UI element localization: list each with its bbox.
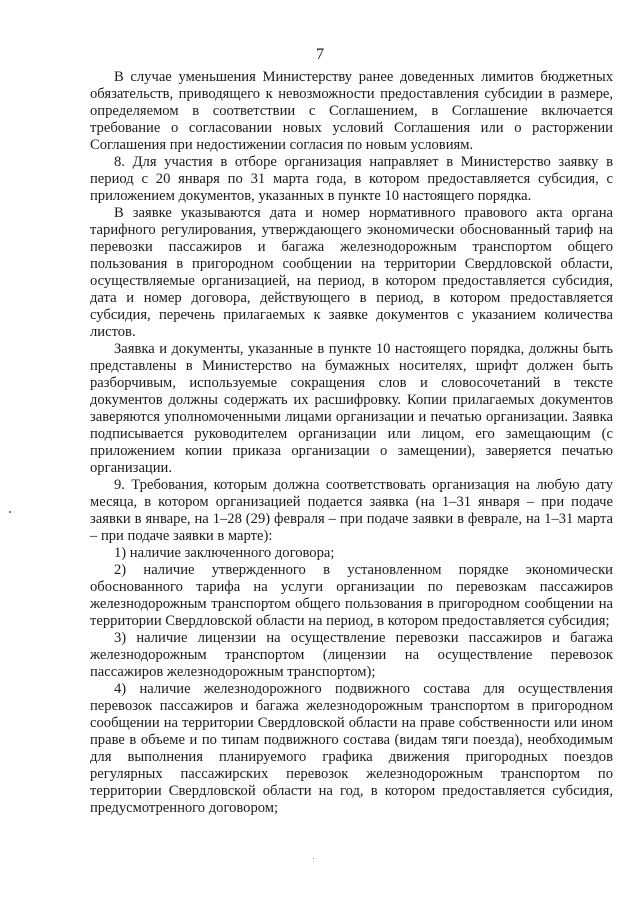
requirement-3: 3) наличие лицензии на осуществление перевозки пассажиров и багажа железнодорожным транспортом (лицензии на осуществление перевозок пассажиров железнодорожным транспортом); — [90, 630, 613, 680]
requirement-2: 2) наличие утвержденного в установленном порядке экономически обоснованного тарифа на услуги организации по перевозкам пассажиров железнодорожным транспортом общего пользования в пригородном сообщении на территории Свердловской области на период, в котором предоставляется субсидия; — [90, 562, 613, 629]
paragraph-budget-limits: В случае уменьшения Министерству ранее доведенных лимитов бюджетных обязательств, приводящего к невозможности предоставления субсидии в размере, определяемом в соответствии с Соглашением, в Соглашение включается требование о согласовании новых условий Соглашения или о расторжении Соглашения при недостижении согласия по новым условиям. — [90, 69, 613, 153]
page-number: 7 — [316, 46, 324, 63]
requirement-1: 1) наличие заключенного договора; — [114, 545, 335, 561]
paragraph-application-contents: В заявке указываются дата и номер нормативного правового акта органа тарифного регулирования, утверждающего экономически обоснованный тариф на перевозки пассажиров и багажа железнодорожным транспортом общего пользования в пригородном сообщении на территории Свердловской области, осуществляемые организацией, на период, в котором предоставляется субсидия, дата и номер договора, действующего в период, в котором предоставляется субсидия, перечень прилагаемых к заявке документов с указанием количества листов. — [90, 205, 613, 340]
scan-speck — [9, 511, 11, 513]
requirement-4: 4) наличие железнодорожного подвижного состава для осуществления перевозок пассажиров и багажа железнодорожным транспортом в пригородном сообщении на территории Свердловской области на праве собственности или ином праве в объеме и по типам подвижного состава (видам тяги поезда), необходимым для выполнения планируемого графика движения пригородных поездов регулярных пассажирских перевозок железнодорожным транспортом по территории Свердловской области на год, в котором предоставляется субсидия, предусмотренного договором; — [90, 681, 613, 816]
paragraph-8-application-period: 8. Для участия в отборе организация направляет в Министерство заявку в период с 20 января по 31 марта года, в котором предоставляется субсидия, с приложением документов, указанных в пункте 10 настоящего порядка. — [90, 154, 613, 204]
document-body — [90, 69, 613, 817]
scan-speck — [313, 858, 314, 859]
paragraph-9-requirements: 9. Требования, которым должна соответствовать организация на любую дату месяца, в котором организацией подается заявка (на 1–31 января – при подаче заявки в январе, на 1–28 (29) февраля – при подаче заявки в феврале, на 1–31 марта – при подаче заявки в марте): — [90, 477, 613, 544]
paragraph-application-documents: Заявка и документы, указанные в пункте 10 настоящего порядка, должны быть представлены в Министерство на бумажных носителях, шрифт должен быть разборчивым, используемые сокращения слов и словосочетаний в тексте документов должны содержать их расшифровку. Копии прилагаемых документов заверяются уполномоченными лицами организации и печатью организации. Заявка подписывается руководителем организации или лицом, его замещающим (с приложением копии приказа организации о замещении), заверяется печатью организации. — [90, 341, 613, 476]
